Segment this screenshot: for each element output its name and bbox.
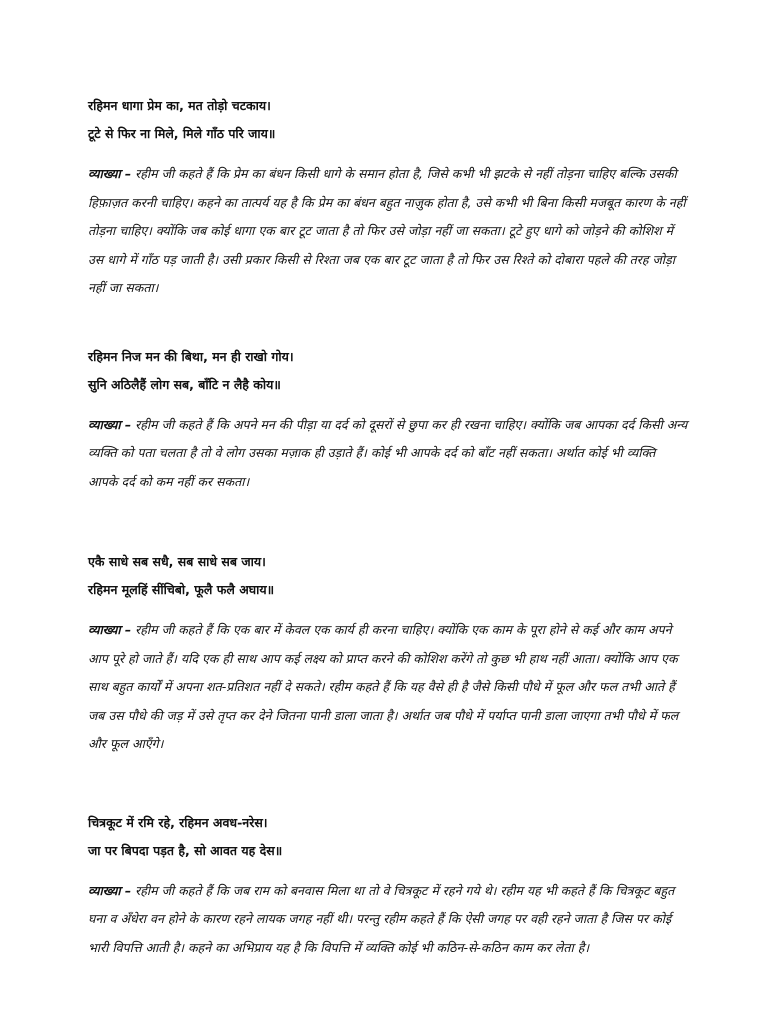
doha-line-2: रहिमन मूलहिं सींचिबो, फूलै फलै अघाय॥ xyxy=(88,582,275,597)
explanation-text: रहीम जी कहते हैं कि प्रेम का बंधन किसी धागे के समान होता है, जिसे कभी भी झटके से नहीं तोड़ना चाहिए बल्कि उसकी हिफ़ाज़त करनी चाहिए। कहने का तात्पर्य यह है कि प्रेम का बंधन बहुत नाज़ुक होता है, उसे कभी भी बिना किसी मजबूत कारण के नहीं तोड़ना चाहिए। क्योंकि जब कोई धागा एक बार टूट जाता है तो फिर उसे जोड़ा नहीं जा सकता। टूटे हुए धागे को जोड़ने की कोशिश में उस धागे में गाँठ पड़ जाती है। उसी प्रकार किसी से रिश्ता जब एक बार टूट जाता है तो फिर उस रिश्ते को दोबारा पहले की तरह जोड़ा नहीं जा सकता। xyxy=(88,166,686,295)
doha-line-1: रहिमन निज मन की बिथा, मन ही राखो गोय। xyxy=(88,348,294,364)
explanation-label: व्याख्या – xyxy=(88,166,132,181)
doha-section-1 xyxy=(88,92,688,303)
explanation-label: व्याख्या – xyxy=(88,416,132,432)
doha-line-2: जा पर बिपदा पड़त है, सो आवत यह देस॥ xyxy=(88,842,283,858)
explanation-paragraph xyxy=(88,160,688,303)
doha-section-3 xyxy=(88,548,688,759)
explanation-paragraph xyxy=(88,877,688,963)
doha-section-2 xyxy=(88,343,688,497)
doha-line-2: सुनि अठिलैहैं लोग सब, बाँटि न लैहै कोय॥ xyxy=(88,376,281,392)
explanation-label: व्याख्या – xyxy=(88,622,132,637)
doha-section-4 xyxy=(88,809,688,963)
explanation-paragraph xyxy=(88,411,688,497)
explanation-label: व्याख्या – xyxy=(88,882,132,898)
explanation-paragraph xyxy=(88,616,688,759)
explanation-text: रहीम जी कहते हैं कि जब राम को बनवास मिला था तो वे चित्रकूट में रहने गये थे। रहीम यह भी कहते हैं कि चित्रकूट बहुत घना व अँधेरा वन होने के कारण रहने लायक जगह नहीं थी। परन्तु रहीम कहते हैं कि ऐसी जगह पर वही रहने जाता है जिस पर कोई भारी विपत्ति आती है। कहने का अभिप्राय यह है कि विपत्ति में व्यक्ति कोई भी कठिन-से-कठिन काम कर लेता है। xyxy=(88,882,675,955)
doha-line-2: टूटे से फिर ना मिले, मिले गाँठ परि जाय॥ xyxy=(88,126,276,141)
doha-line-1: एकै साधे सब सधै, सब साधे सब जाय। xyxy=(88,554,266,569)
doha-line-1: चित्रकूट में रमि रहे, रहिमन अवध-नरेस। xyxy=(88,814,268,830)
doha-line-1: रहिमन धागा प्रेम का, मत तोड़ो चटकाय। xyxy=(88,98,271,113)
explanation-text: रहीम जी कहते हैं कि अपने मन की पीड़ा या दर्द को दूसरों से छुपा कर ही रखना चाहिए। क्योंकि जब आपका दर्द किसी अन्य व्यक्ति को पता चलता है तो वे लोग उसका मज़ाक ही उड़ाते हैं। कोई भी आपके दर्द को बाँट नहीं सकता। अर्थात कोई भी व्यक्ति आपके दर्द को कम नहीं कर सकता। xyxy=(88,416,688,489)
explanation-text: रहीम जी कहते हैं कि एक बार में केवल एक कार्य ही करना चाहिए। क्योंकि एक काम के पूरा होने से कई और काम अपने आप पूरे हो जाते हैं। यदि एक ही साथ आप कई लक्ष्य को प्राप्त करने की कोशिश करेंगे तो कुछ भी हाथ नहीं आता। क्योंकि आप एक साथ बहुत कार्यों में अपना शत-प्रतिशत नहीं दे सकते। रहीम कहते हैं कि यह वैसे ही है जैसे किसी पौधे में फूल और फल तभी आते हैं जब उस पौधे की जड़ में उसे तृप्त कर देने जितना पानी डाला जाता है। अर्थात जब पौधे में पर्याप्त पानी डाला जाएगा तभी पौधे में फल और फूल आएँगे। xyxy=(88,622,679,751)
document-page xyxy=(88,92,688,962)
